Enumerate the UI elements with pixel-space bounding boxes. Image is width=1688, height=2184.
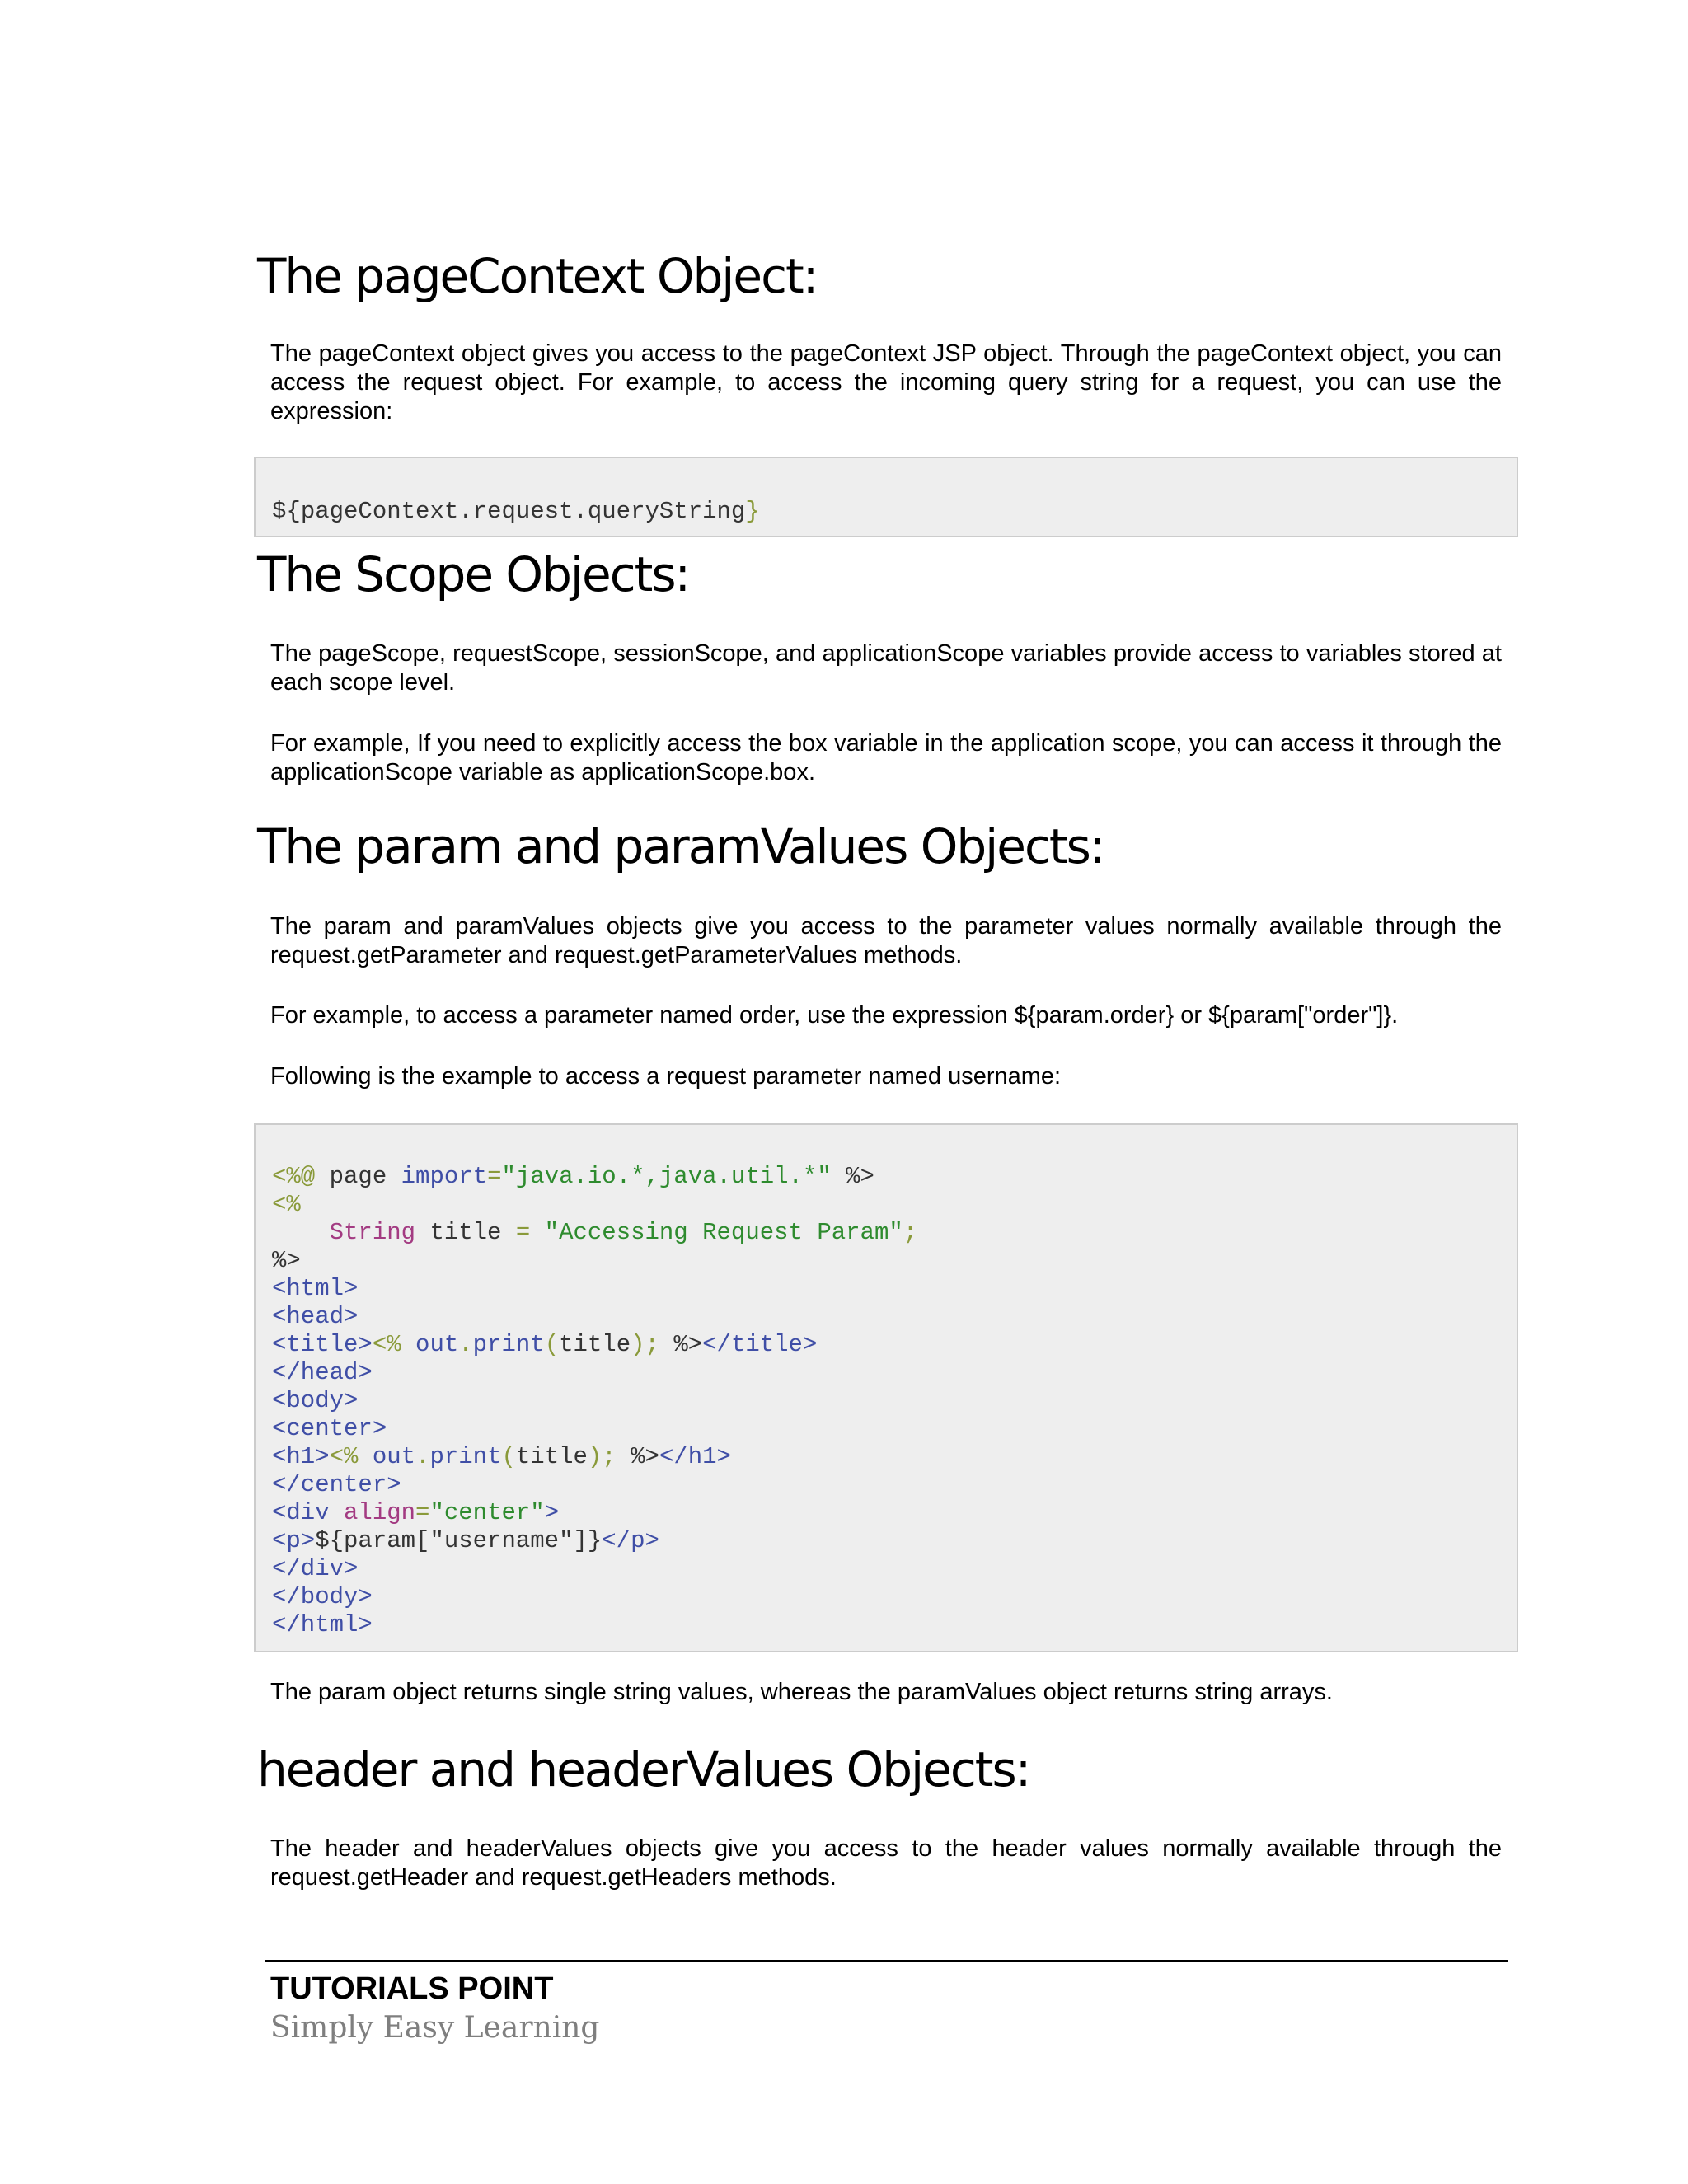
code-token: = (415, 1499, 430, 1526)
paragraph: The param object returns single string values, whereas the paramValues object returns string arrays. (270, 1679, 1333, 1705)
code-token: ); (631, 1331, 659, 1358)
code-line (272, 1387, 358, 1414)
code-line (272, 1219, 917, 1246)
code-token: <html> (272, 1275, 359, 1302)
paragraph: Following is the example to access a request parameter named username: (270, 1063, 1062, 1090)
code-token: } (745, 498, 760, 525)
code-line (272, 498, 760, 525)
code-token: </h1> (659, 1443, 731, 1470)
code-line (272, 1303, 358, 1330)
section-heading-param: The param and paramValues Objects: (257, 818, 1104, 874)
code-token: <%@ (272, 1163, 316, 1190)
section-heading-scope: The Scope Objects: (257, 546, 690, 602)
code-line (272, 1611, 373, 1638)
code-token: </p> (602, 1527, 659, 1554)
section-heading-header: header and headerValues Objects: (257, 1741, 1030, 1797)
code-token: align (329, 1499, 416, 1526)
code-token: > (544, 1499, 560, 1526)
code-line (272, 1527, 659, 1554)
code-token: ( (501, 1443, 516, 1470)
code-token: <% (329, 1443, 359, 1470)
code-line (272, 1415, 387, 1442)
code-token: "java.io.*,java.util.*" (501, 1163, 832, 1190)
footer-tagline: Simply Easy Learning (270, 2011, 600, 2045)
footer-rule (265, 1960, 1508, 1962)
code-token: String (329, 1219, 416, 1246)
code-token: </title> (702, 1331, 818, 1358)
code-token: %> (616, 1443, 659, 1470)
code-token: </head> (272, 1359, 373, 1386)
code-line (272, 1247, 301, 1274)
paragraph: The pageScope, requestScope, sessionScope, and applicationScope variables provide access to variables stored at each scope level. (270, 640, 1502, 696)
code-token (272, 1219, 330, 1246)
code-token: </center> (272, 1471, 401, 1498)
paragraph: For example, If you need to explicitly access the box variable in the application scope, you can access it through the applicationScope variable as applicationScope.box. (270, 730, 1502, 785)
code-line (272, 1163, 874, 1190)
code-token: </html> (272, 1611, 373, 1638)
code-token: ); (587, 1443, 617, 1470)
paragraph: The pageContext object gives you access to the pageContext JSP object. Through the pageContext object, you can access the request object. For example, to access the incoming query string for a request, you can use the expression: (270, 340, 1502, 424)
code-token: ( (544, 1331, 560, 1358)
code-token: <body> (272, 1387, 359, 1414)
paragraph: For example, to access a parameter named order, use the expression ${param.order} or ${param["order"]}. (270, 1002, 1399, 1029)
code-line (272, 1359, 373, 1386)
code-token: = (487, 1163, 502, 1190)
footer-brand: TUTORIALS POINT (270, 1971, 554, 2006)
code-token: title (515, 1443, 588, 1470)
code-line (272, 1471, 401, 1498)
code-token: pageContext.request.queryString (300, 498, 746, 525)
code-line (272, 1583, 373, 1610)
section-heading-pagecontext: The pageContext Object: (257, 248, 818, 304)
code-token: </div> (272, 1555, 359, 1582)
paragraph: The header and headerValues objects give you access to the header values normally available through the request.getHeader and request.getHeaders methods. (270, 1835, 1502, 1891)
code-token: import (401, 1163, 488, 1190)
code-line (272, 1331, 817, 1358)
code-token: <% (272, 1191, 301, 1218)
code-token: ${param["username"]} (315, 1527, 603, 1554)
code-token: "Accessing Request Param" (530, 1219, 903, 1246)
code-token: = (515, 1219, 531, 1246)
code-token: <center> (272, 1415, 387, 1442)
code-token: </body> (272, 1583, 373, 1610)
code-token: . (415, 1443, 430, 1470)
paragraph: The param and paramValues objects give you access to the parameter values normally available through the request.getParameter and request.getParameterValues methods. (270, 913, 1502, 968)
code-token: title (415, 1219, 516, 1246)
code-token: %> (272, 1247, 301, 1274)
code-token: <title> (272, 1331, 373, 1358)
code-token: . (458, 1331, 473, 1358)
code-token: "center" (429, 1499, 545, 1526)
code-token: out (401, 1331, 459, 1358)
code-token: <div (272, 1499, 330, 1526)
code-token: <% (372, 1331, 401, 1358)
code-token: <head> (272, 1303, 359, 1330)
code-token: <h1> (272, 1443, 330, 1470)
code-token: page (315, 1163, 401, 1190)
code-block-pagecontext (254, 457, 1518, 537)
code-token: out (358, 1443, 416, 1470)
code-block-param-example (254, 1123, 1518, 1652)
code-token: %> (659, 1331, 703, 1358)
code-line (272, 1275, 358, 1302)
code-line (272, 1443, 731, 1470)
code-token: title (559, 1331, 631, 1358)
code-listing (272, 498, 760, 526)
code-line (272, 1555, 358, 1582)
code-token: %> (831, 1163, 874, 1190)
code-token: print (472, 1331, 545, 1358)
code-token: ${ (272, 498, 301, 525)
code-token: ; (903, 1219, 918, 1246)
code-token: print (429, 1443, 502, 1470)
code-token: <p> (272, 1527, 316, 1554)
code-line (272, 1191, 301, 1218)
code-listing (272, 1163, 917, 1639)
code-line (272, 1499, 559, 1526)
